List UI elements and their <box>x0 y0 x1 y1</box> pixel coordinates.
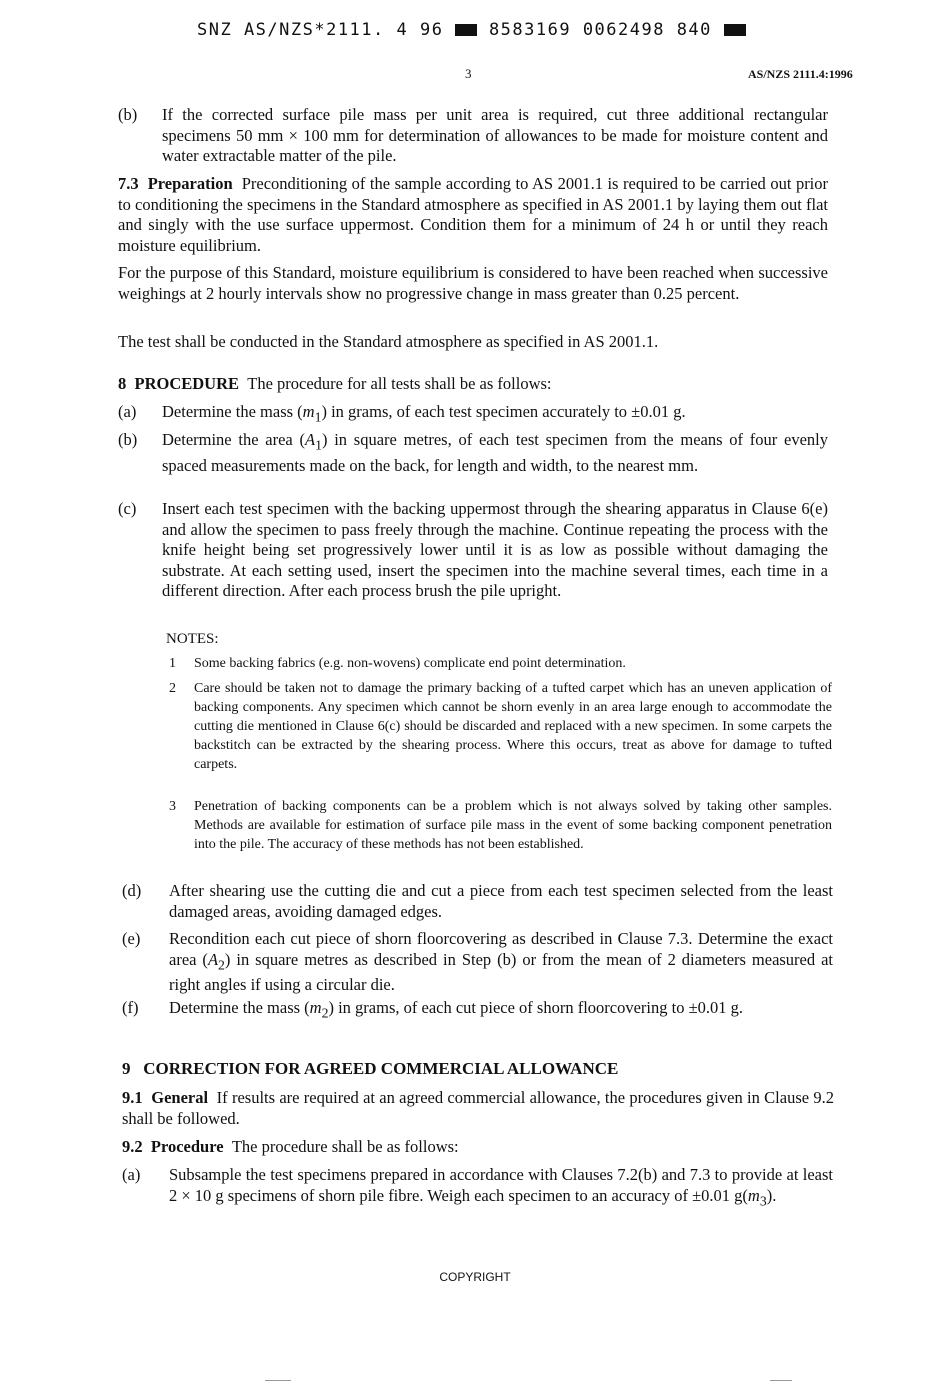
section-7-3 <box>118 174 828 256</box>
notes-heading: NOTES: <box>166 631 219 647</box>
note-text: Care should be taken not to damage the primary backing of a tufted carpet which has an uneven application of backing components. Any specimen which cannot be shorn evenly in an area large enough to accommodate the cutting die mentioned in Clause 6(c) should be discarded and replaced with a new specimen. In some carpets the backstitch can be extracted by the shearing process. Where this occurs, treat as above for damage to tufted carpets. <box>194 681 832 772</box>
item-label: (d) <box>122 881 142 900</box>
item-label: (f) <box>122 998 139 1017</box>
item-label: (c) <box>118 499 137 518</box>
page-number: 3 <box>465 66 472 81</box>
item-text: If the corrected surface pile mass per unit area is required, cut three additional rectangular specimens 50 mm × 100 mm for determination of allowances to be made for moisture content and water extractable matter of the pile. <box>162 105 828 165</box>
item-text: Determine the area $(A_1)$ in square metres, of each test specimen from the means of four evenly spaced measurements made on the back, for length and width, to the nearest mm. <box>162 430 828 475</box>
section-number: 7.3 <box>118 174 139 193</box>
scan-header-text: SNZ AS/NZS*2111. 4 96 <box>197 20 444 40</box>
scan-block-mark <box>724 24 746 36</box>
note-number: 2 <box>169 681 176 696</box>
section-9-1 <box>122 1088 834 1129</box>
paragraph: For the purpose of this Standard, moisture equilibrium is considered to have been reached when successive weighings at 2 hourly intervals show no progressive change in mass greater than 0.25 percent. <box>118 263 828 303</box>
section-text: The procedure shall be as follows: <box>231 1137 459 1156</box>
scan-header-code: 8583169 0062498 840 <box>488 20 712 40</box>
item-text: Subsample the test specimens prepared in accordance with Clauses 7.2(b) and 7.3 to provide at least 2 × 10 g specimens of shorn pile fibre. Weigh each specimen to an accuracy of ±0.01 $g(m_3)$. <box>169 1165 833 1208</box>
item-text: Determine the mass $(m_1)$ in grams, of each test specimen accurately to ±0.01 g. <box>162 402 686 425</box>
section-number: 9.1 <box>122 1088 143 1107</box>
item-text: Insert each test specimen with the backing uppermost through the shearing apparatus in Clause 6(e) and allow the specimen to pass freely through the machine. Continue repeating the process with the knife height being set progressively lower until it is as low as possible without damaging the substrate. At each setting used, insert the specimen into the machine several times, each time in a different direction. After each process brush the pile upright. <box>162 499 828 600</box>
scan-block-mark <box>455 24 477 36</box>
section-text: If results are required at an agreed commercial allowance, the procedures given in Clause 9.2 shall be followed. <box>122 1088 834 1128</box>
item-text: After shearing use the cutting die and cut a piece from each test specimen selected from the least damaged areas, avoiding damaged edges. <box>169 881 833 921</box>
standard-reference: AS/NZS 2111.4:1996 <box>748 67 853 81</box>
section-number: 8 <box>118 374 127 393</box>
scan-header <box>197 20 746 40</box>
item-label: (b) <box>118 430 138 449</box>
section-title: PROCEDURE <box>134 374 240 393</box>
section-intro: The procedure for all tests shall be as follows: <box>247 374 552 393</box>
item-label: (b) <box>118 105 138 124</box>
item-label: (a) <box>122 1165 141 1184</box>
paragraph: The test shall be conducted in the Standard atmosphere as specified in AS 2001.1. <box>118 332 659 351</box>
section-9-heading: 9 CORRECTION FOR AGREED COMMERCIAL ALLOWANCE <box>122 1059 619 1078</box>
scan-edge-mark <box>265 1380 291 1381</box>
note-text: Penetration of backing components can be a problem which is not always solved by taking other samples. Methods are available for estimation of surface pile mass in the event of some backing component penetration into the pile. The accuracy of these methods has not been established. <box>194 799 832 852</box>
section-title: Procedure <box>150 1137 224 1156</box>
item-label: (a) <box>118 402 137 421</box>
copyright-footer: COPYRIGHT <box>439 1270 511 1284</box>
scan-edge-mark <box>770 1380 792 1381</box>
section-title: General <box>151 1088 209 1107</box>
section-8 <box>118 374 828 395</box>
note-text: Some backing fabrics (e.g. non-wovens) complicate end point determination. <box>194 656 626 671</box>
section-9-2 <box>122 1137 834 1158</box>
item-text: Determine the mass $(m_2)$ in grams, of each cut piece of shorn floorcovering to ±0.01 g. <box>169 998 744 1021</box>
section-title: Preparation <box>147 174 233 193</box>
note-number: 1 <box>169 656 176 671</box>
section-number: 9.2 <box>122 1137 143 1156</box>
note-number: 3 <box>169 799 176 814</box>
item-text: Recondition each cut piece of shorn floorcovering as described in Clause 7.3. Determine the exact area $(A_2)$ in square metres as described in Step (b) or from the mean of 2 diameters measured at right angles if using a circular die. <box>169 929 834 995</box>
section-text: Preconditioning of the sample according to AS 2001.1 is required to be carried out prior to conditioning the specimens in the Standard atmosphere as specified in AS 2001.1 by laying them out flat and singly with the use surface uppermost. Condition them for a minimum of 24 h or until they reach moisture equilibrium. <box>118 174 829 255</box>
item-label: (e) <box>122 929 141 948</box>
